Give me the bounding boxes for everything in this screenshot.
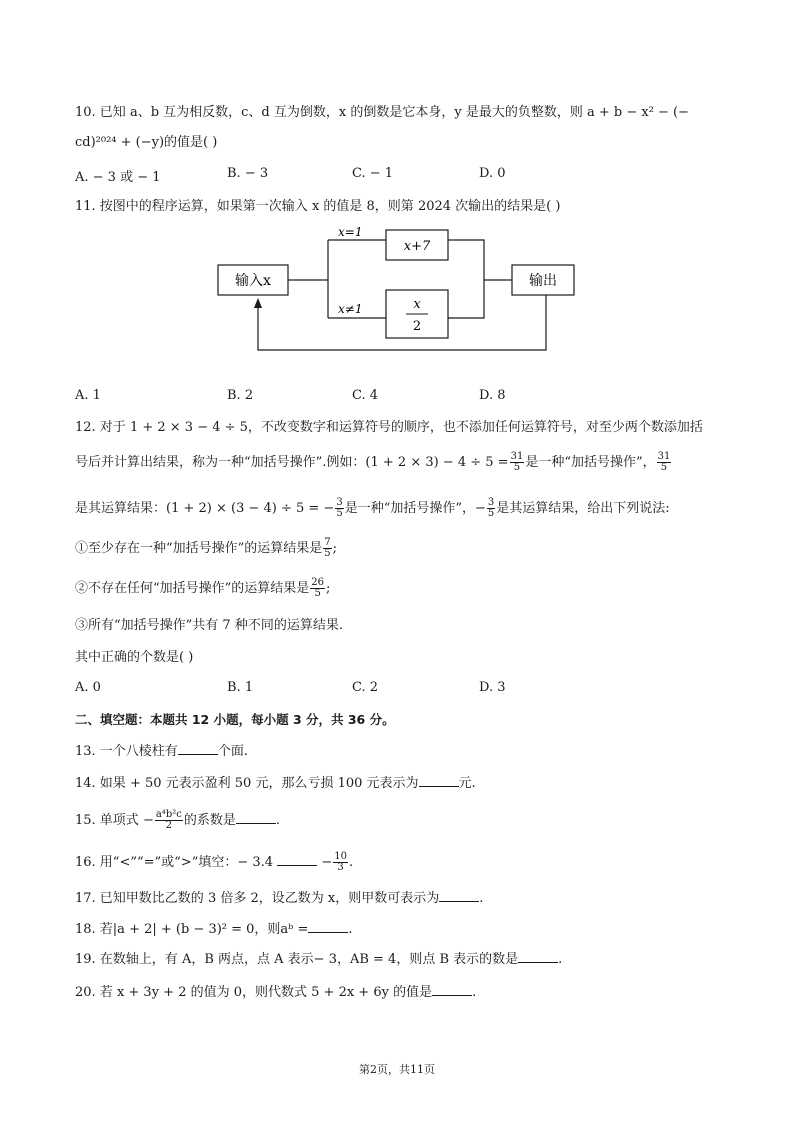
loop-arrow-head bbox=[254, 298, 262, 308]
q12-choice-d: D. 3 bbox=[479, 680, 506, 695]
q12-choice-c: C. 2 bbox=[352, 680, 379, 695]
q18-text: 18. 若|a + 2| + (b − 3)² = 0，则aᵇ = bbox=[75, 922, 309, 937]
answer-blank bbox=[236, 811, 276, 824]
frac-den: 5 bbox=[487, 508, 495, 519]
q10-choice-d: D. 0 bbox=[479, 166, 506, 181]
q12-s2-text: ②不存在任何“加括号操作”的运算结果是 bbox=[75, 581, 310, 596]
input-label: 输入x bbox=[235, 273, 271, 289]
answer-blank bbox=[178, 742, 218, 755]
op-false-den: 2 bbox=[412, 319, 422, 334]
q18-tail: . bbox=[348, 922, 353, 937]
q10-choice-b: B. − 3 bbox=[227, 166, 269, 181]
q20-text: 20. 若 x + 3y + 2 的值为 0，则代数式 5 + 2x + 6y 的值是 bbox=[75, 985, 433, 1000]
q15 bbox=[75, 810, 280, 831]
frac-den: 5 bbox=[660, 462, 668, 473]
q19 bbox=[75, 950, 562, 969]
answer-blank bbox=[419, 774, 459, 787]
q11-choice-d: D. 8 bbox=[479, 388, 506, 403]
q16-tail: . bbox=[348, 855, 354, 870]
q10-line2: cd)²⁰²⁴ + (−y)的值是( ) bbox=[75, 135, 218, 150]
q12-choice-b: B. 1 bbox=[227, 680, 254, 695]
q12-choices bbox=[75, 680, 715, 698]
frac-den: 5 bbox=[336, 508, 343, 519]
frac-num: 3 bbox=[487, 497, 495, 508]
q18 bbox=[75, 920, 353, 939]
q12-choice-a: A. 0 bbox=[75, 680, 101, 695]
q12-frac-26-5 bbox=[310, 578, 325, 599]
q12-line2 bbox=[75, 452, 672, 473]
q12-frac-31-5-b bbox=[657, 452, 672, 473]
q10-choices bbox=[75, 166, 715, 184]
q12-line2-a: 号后并计算出结果，称为一种“加括号操作”.例如：(1 + 2 × 3) − 4 ÷ 5 = bbox=[75, 455, 509, 470]
q12-line3-b: 是一种“加括号操作”，− bbox=[344, 501, 486, 516]
q12-frac-7-5 bbox=[323, 538, 331, 559]
q12-frac-31-5 bbox=[510, 452, 525, 473]
frac-den: 3 bbox=[337, 862, 344, 873]
q10-choice-a: A. − 3 或 − 1 bbox=[75, 170, 161, 185]
q12-frac-3-5-b bbox=[487, 498, 495, 519]
q15-frac bbox=[155, 810, 183, 831]
q19-text: 19. 在数轴上，有 A，B 两点，点 A 表示− 3，AB = 4，则点 B 表示的数是 bbox=[75, 952, 519, 967]
q12-line3 bbox=[75, 498, 670, 519]
q17 bbox=[75, 889, 483, 908]
frac-num: a⁴b²c bbox=[155, 809, 182, 820]
frac-num: 3 bbox=[336, 497, 343, 508]
frac-num: 26 bbox=[311, 577, 325, 588]
answer-blank bbox=[432, 983, 472, 996]
q12-s1-text: ①至少存在一种“加括号操作”的运算结果是 bbox=[75, 541, 323, 556]
q16-text: 16. 用“<”“=”或“>”填空：− 3.4 bbox=[75, 855, 274, 870]
q14 bbox=[75, 774, 476, 793]
q14-text: 14. 如果 + 50 元表示盈利 50 元，那么亏损 100 元表示为 bbox=[75, 776, 419, 791]
q12-line1: 12. 对于 1 + 2 × 3 − 4 ÷ 5，不改变数字和运算符号的顺序，也不添加任何运算符号，对至少两个数添加括 bbox=[75, 420, 703, 435]
section-heading: 二、填空题：本题共 12 小题，每小题 3 分，共 36 分。 bbox=[75, 712, 395, 727]
q11-choice-c: C. 4 bbox=[352, 388, 379, 403]
q10-line1: 10. 已知 a、b 互为相反数，c、d 互为倒数，x 的倒数是它本身，y 是最大的负整数，则 a + b − x² − (− bbox=[75, 105, 690, 120]
q11-stem: 11. 按图中的程序运算，如果第一次输入 x 的值是 8，则第 2024 次输出的结果是( ) bbox=[75, 199, 561, 214]
frac-den: 2 bbox=[165, 820, 173, 831]
q10-choice-c: C. − 1 bbox=[352, 166, 394, 181]
frac-den: 5 bbox=[513, 462, 521, 473]
q14-tail: 元. bbox=[458, 776, 476, 791]
frac-num: 31 bbox=[657, 451, 671, 462]
q12-line3-c: 是其运算结果，给出下列说法: bbox=[496, 501, 670, 516]
q12-statement-1: ①至少存在一种“加括号操作”的运算结果是 $\frac{7}{5}$ ; bbox=[75, 537, 338, 559]
q11-choice-b: B. 2 bbox=[227, 388, 254, 403]
answer-blank bbox=[439, 889, 479, 902]
branch-top-out bbox=[448, 240, 484, 318]
q13-tail: 个面. bbox=[217, 744, 248, 759]
page-footer: 第2页，共11页 bbox=[359, 1063, 435, 1076]
answer-blank bbox=[277, 853, 317, 866]
q11-choice-a: A. 1 bbox=[75, 388, 101, 403]
q15-mid: 的系数是 bbox=[183, 813, 236, 828]
q16 bbox=[75, 852, 353, 873]
frac-den: 5 bbox=[324, 548, 331, 559]
output-label: 输出 bbox=[529, 273, 557, 289]
answer-blank bbox=[518, 950, 558, 963]
q15-text: 15. 单项式 − bbox=[75, 813, 154, 828]
q16-minus: − bbox=[321, 855, 333, 870]
q19-tail: . bbox=[558, 952, 563, 967]
frac-num: 31 bbox=[510, 451, 524, 462]
q13 bbox=[75, 742, 248, 761]
op-true-label: x+7 bbox=[403, 239, 431, 254]
q17-tail: . bbox=[479, 891, 484, 906]
q20-tail: . bbox=[472, 985, 477, 1000]
cond-true-label: x=1 bbox=[338, 225, 363, 239]
frac-num: 10 bbox=[334, 851, 347, 862]
cond-false-label: x≠1 bbox=[338, 302, 363, 316]
answer-blank bbox=[308, 920, 348, 933]
q11-flowchart bbox=[210, 222, 590, 358]
q11-choices bbox=[75, 388, 715, 406]
frac-den: 5 bbox=[314, 588, 321, 599]
q12-line3-a: 是其运算结果：(1 + 2) × (3 − 4) ÷ 5 = − bbox=[75, 501, 335, 516]
q12-statement-3: ③所有“加括号操作”共有 7 种不同的运算结果. bbox=[75, 618, 343, 633]
frac-num: 7 bbox=[324, 537, 331, 548]
loop-back bbox=[258, 295, 546, 350]
q16-frac bbox=[333, 852, 348, 873]
q12-statement-2: ②不存在任何“加括号操作”的运算结果是 $\frac{26}{5}$ ; bbox=[75, 577, 331, 599]
q20 bbox=[75, 983, 476, 1002]
q15-tail: . bbox=[275, 813, 280, 828]
q12-line2-b: 是一种“加括号操作”， bbox=[525, 455, 656, 470]
q13-text: 13. 一个八棱柱有 bbox=[75, 744, 178, 759]
q17-text: 17. 已知甲数比乙数的 3 倍多 2，设乙数为 x，则甲数可表示为 bbox=[75, 891, 440, 906]
q12-frac-3-5 bbox=[335, 498, 343, 519]
q12-ask: 其中正确的个数是( ) bbox=[75, 650, 194, 665]
op-false-num: x bbox=[413, 297, 421, 312]
